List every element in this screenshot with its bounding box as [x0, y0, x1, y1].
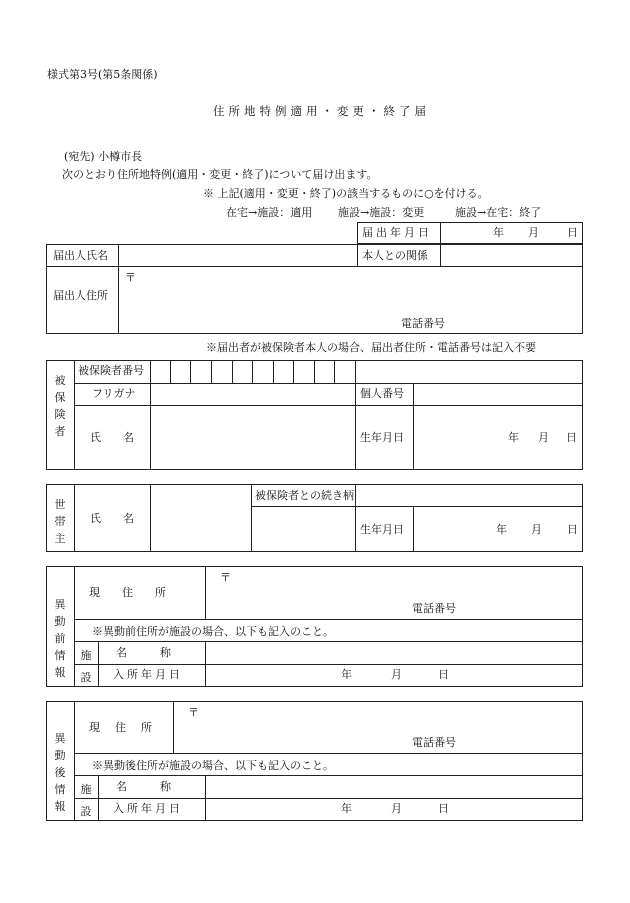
householder-relation-label: 被保険者との続き柄: [255, 489, 354, 502]
form-number: 様式第3号(第5条関係): [47, 68, 158, 81]
before-section-label: 異動前情報: [54, 598, 66, 679]
legend-end: 施設→在宅：終了: [455, 206, 542, 219]
relation-field[interactable]: [441, 245, 582, 265]
after-phone-label: 電話番号: [412, 736, 456, 749]
before-phone-label: 電話番号: [412, 602, 456, 615]
insured-name-field[interactable]: [151, 406, 354, 469]
after-facility-name-label: 名 称: [116, 780, 171, 793]
householder-day-label: 日: [567, 523, 578, 536]
householder-name-label: 氏 名: [90, 512, 134, 525]
instruction-text: ※ 上記(適用・変更・終了)の該当するものに○を付ける。: [203, 187, 489, 200]
submission-year-label: 年: [493, 226, 504, 239]
before-address-label: 現 住 所: [89, 586, 166, 599]
submitter-address-field[interactable]: [119, 267, 582, 333]
insured-number-field[interactable]: [151, 361, 355, 382]
insured-number-label: 被保険者番号: [78, 364, 144, 377]
submission-month-label: 月: [528, 226, 539, 239]
before-note: ※異動前住所が施設の場合、以下も記入のこと。: [92, 625, 334, 638]
insured-birth-label: 生年月日: [360, 431, 404, 444]
householder-section-label: 世帯主: [54, 498, 66, 545]
submission-date-label: 届出年月日: [362, 226, 432, 239]
after-day-label: 日: [438, 802, 449, 815]
personal-number-field[interactable]: [414, 384, 582, 404]
householder-birth-label: 生年月日: [360, 523, 404, 536]
householder-name-field[interactable]: [151, 485, 250, 551]
householder-relation-field[interactable]: [252, 507, 354, 551]
submission-date-field[interactable]: [441, 223, 582, 243]
before-admission-label: 入所年月日: [113, 668, 183, 681]
submitter-note: ※届出者が被保険者本人の場合、届出者住所・電話番号は記入不要: [206, 341, 536, 354]
submitter-name-field[interactable]: [119, 245, 356, 265]
insured-year-label: 年: [508, 431, 519, 444]
insured-day-label: 日: [566, 431, 577, 444]
addressee: (宛先) 小樽市長: [64, 150, 143, 163]
submitter-address-label: 届出人住所: [53, 289, 108, 302]
legend-apply: 在宅→施設：適用: [226, 206, 313, 219]
submission-day-label: 日: [567, 226, 578, 239]
submitter-name-label: 届出人氏名: [53, 249, 108, 262]
before-postal-mark: 〒: [220, 571, 231, 584]
after-facility-label: 施設: [80, 783, 92, 818]
legend-change: 施設→施設：変更: [338, 206, 425, 219]
relation-label: 本人との関係: [362, 249, 428, 262]
after-address-label: 現 住 所: [89, 721, 154, 734]
insured-month-label: 月: [538, 431, 549, 444]
submitter-phone-label: 電話番号: [401, 317, 445, 330]
after-facility-name-field[interactable]: [206, 776, 582, 797]
before-day-label: 日: [438, 668, 449, 681]
personal-number-label: 個人番号: [360, 387, 404, 400]
after-admission-label: 入所年月日: [113, 802, 183, 815]
furigana-field[interactable]: [151, 384, 354, 404]
after-month-label: 月: [391, 802, 402, 815]
form-title: 住所地特例適用・変更・終了届: [213, 104, 430, 118]
submitter-postal-mark: 〒: [125, 271, 136, 284]
before-address-field[interactable]: [206, 567, 582, 618]
after-year-label: 年: [341, 802, 352, 815]
householder-year-label: 年: [496, 523, 507, 536]
insured-section-label: 被保険者: [54, 374, 66, 438]
before-facility-label: 施設: [80, 649, 92, 684]
householder-month-label: 月: [531, 523, 542, 536]
insured-name-label: 氏 名: [90, 431, 134, 444]
insured-birth-field[interactable]: [414, 406, 582, 469]
after-note: ※異動後住所が施設の場合、以下も記入のこと。: [92, 759, 334, 772]
before-facility-name-label: 名 称: [116, 646, 171, 659]
furigana-label: フリガナ: [92, 387, 136, 400]
before-year-label: 年: [341, 668, 352, 681]
after-postal-mark: 〒: [188, 706, 199, 719]
intro-text: 次のとおり住所地特例(適用・変更・終了)について届け出ます。: [62, 168, 378, 181]
after-section-label: 異動後情報: [54, 732, 66, 813]
after-address-field[interactable]: [174, 702, 582, 752]
before-facility-name-field[interactable]: [206, 642, 582, 663]
before-month-label: 月: [391, 668, 402, 681]
